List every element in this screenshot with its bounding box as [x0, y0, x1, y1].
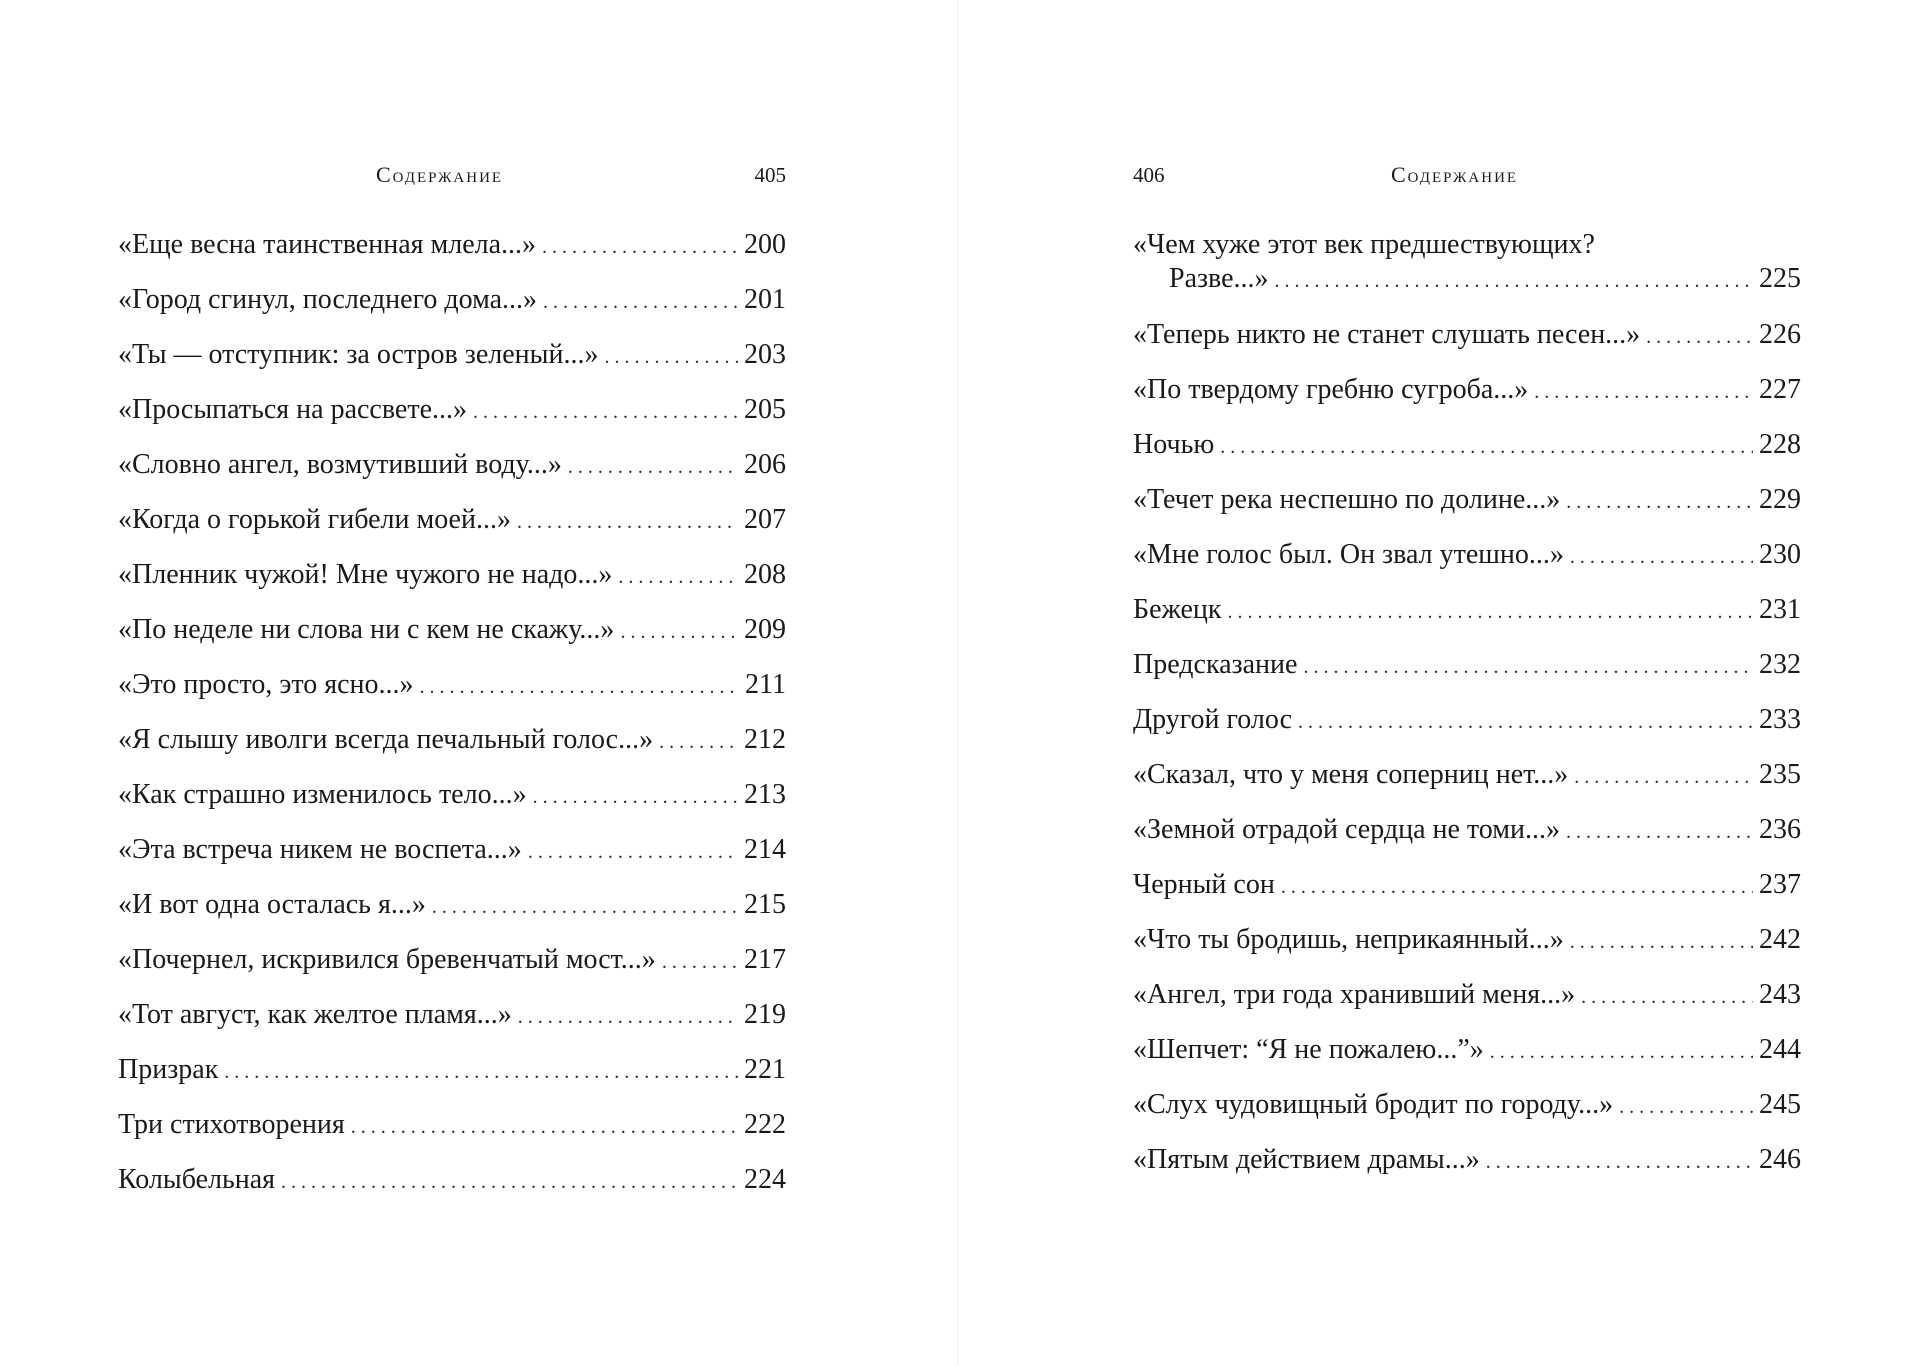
toc-entry-page: 231	[1759, 594, 1801, 625]
toc-entry-page: 243	[1759, 979, 1801, 1010]
toc-leader-dots	[1486, 1145, 1753, 1179]
toc-entry-title: «Что ты бродишь, неприкаянный...»	[1133, 924, 1564, 955]
toc-leader-dots	[662, 945, 738, 979]
toc-entry-page: 206	[744, 449, 786, 480]
toc-entry-title: «По твердому гребню сугроба...»	[1133, 374, 1529, 405]
toc-leader-dots	[351, 1110, 738, 1144]
toc-entry-title: «Я слышу иволги всегда печальный голос...»	[118, 724, 654, 755]
toc-entry-title: Призрак	[118, 1054, 219, 1085]
toc-leader-dots	[1566, 485, 1753, 519]
toc-leader-dots	[1281, 870, 1753, 904]
toc-leader-dots	[1275, 264, 1753, 298]
toc-entry-title: «Когда о горькой гибели моей...»	[118, 504, 511, 535]
toc-entry[interactable]	[1133, 923, 1801, 978]
toc-entry-title: «Земной отрадой сердца не томи...»	[1133, 814, 1560, 845]
toc-leader-dots	[543, 285, 738, 319]
toc-entry-page: 201	[744, 284, 786, 315]
toc-entry-title: «Словно ангел, возмутивший воду...»	[118, 449, 562, 480]
toc-entry-page: 215	[744, 889, 786, 920]
toc-entry-title: «Тот август, как желтое пламя...»	[118, 999, 512, 1030]
toc-leader-dots	[224, 1055, 738, 1089]
toc-entry-title: «Просыпаться на рассвете...»	[118, 394, 468, 425]
toc-entry-page: 224	[744, 1164, 786, 1195]
toc-leader-dots	[1228, 595, 1754, 629]
toc-entry-page: 229	[1759, 484, 1801, 515]
toc-leader-dots	[620, 615, 738, 649]
toc-entry-title: «Почернел, искривился бревенчатый мост...»	[118, 944, 656, 975]
toc-entry[interactable]	[1133, 538, 1801, 593]
toc-entry-page: 212	[744, 724, 786, 755]
toc-entry-title: «Это просто, это ясно...»	[118, 669, 414, 700]
toc-entry[interactable]	[118, 778, 786, 833]
toc-entry-page: 233	[1759, 704, 1801, 735]
toc-entry-title: Бежецк	[1133, 594, 1222, 625]
toc-leader-dots	[432, 890, 738, 924]
toc-entry-page: 207	[744, 504, 786, 535]
toc-leader-dots	[420, 670, 740, 704]
toc-leader-dots	[1619, 1090, 1753, 1124]
toc-entry[interactable]	[118, 943, 786, 998]
toc-entry-page: 232	[1759, 649, 1801, 680]
left-page	[118, 0, 786, 1366]
left-page-number: 405	[754, 163, 786, 187]
toc-entry-title: «Пятым действием драмы...»	[1133, 1144, 1480, 1175]
toc-leader-dots	[1566, 815, 1753, 849]
toc-entry[interactable]	[1133, 813, 1801, 868]
toc-leader-dots	[1570, 925, 1753, 959]
toc-entry[interactable]	[118, 448, 786, 503]
toc-entry-page: 237	[1759, 869, 1801, 900]
toc-entry[interactable]	[1133, 318, 1801, 373]
toc-entry[interactable]	[118, 503, 786, 558]
toc-entry-title: «Слух чудовищный бродит по городу...»	[1133, 1089, 1614, 1120]
toc-entry-title: Предсказание	[1133, 649, 1298, 680]
toc-leader-dots	[542, 230, 738, 264]
toc-entry-page: 227	[1759, 374, 1801, 405]
right-page-number: 406	[1133, 163, 1165, 187]
left-running-title: Содержание	[376, 162, 504, 187]
toc-entry-page: 230	[1759, 539, 1801, 570]
toc-entry-title: Колыбельная	[118, 1164, 276, 1195]
toc-entry[interactable]	[1133, 703, 1801, 758]
toc-entry-page: 203	[744, 339, 786, 370]
toc-entry-page: 228	[1759, 429, 1801, 460]
toc-entry[interactable]	[118, 1108, 786, 1163]
toc-entry-title: «Теперь никто не станет слушать песен...»	[1133, 319, 1641, 350]
toc-leader-dots	[1574, 760, 1753, 794]
toc-entry[interactable]	[118, 613, 786, 668]
toc-entry[interactable]	[118, 283, 786, 338]
toc-leader-dots	[528, 835, 738, 869]
toc-entry-title: «Ты — отступник: за остров зеленый...»	[118, 339, 599, 370]
toc-entry[interactable]	[1133, 868, 1801, 923]
toc-leader-dots	[1570, 540, 1753, 574]
toc-entry[interactable]	[118, 1163, 786, 1218]
toc-entry-page: 235	[1759, 759, 1801, 790]
toc-entry-page: 242	[1759, 924, 1801, 955]
toc-entry-page: 211	[745, 669, 786, 700]
toc-entry-title: «Как страшно изменилось тело...»	[118, 779, 527, 810]
toc-leader-dots	[618, 560, 738, 594]
toc-entry-title: Черный сон	[1133, 869, 1275, 900]
toc-entry-page: 221	[744, 1054, 786, 1085]
toc-entry-title: «Эта встреча никем не воспета...»	[118, 834, 522, 865]
toc-entry[interactable]	[118, 888, 786, 943]
toc-entry[interactable]	[118, 668, 786, 723]
toc-entry-title: «Город сгинул, последнего дома...»	[118, 284, 538, 315]
toc-leader-dots	[1646, 320, 1753, 354]
toc-entry[interactable]	[118, 723, 786, 778]
right-page	[1133, 0, 1801, 1366]
toc-entry-page: 222	[744, 1109, 786, 1140]
toc-leader-dots	[517, 505, 738, 539]
toc-entry-page: 244	[1759, 1034, 1801, 1065]
right-toc-list	[1133, 228, 1801, 1198]
book-gutter	[957, 0, 959, 1366]
toc-entry-title: Ночью	[1133, 429, 1215, 460]
toc-entry-page: 246	[1759, 1144, 1801, 1175]
left-toc-list	[118, 228, 786, 1218]
toc-leader-dots	[1534, 375, 1753, 409]
toc-entry-page: 214	[744, 834, 786, 865]
toc-entry[interactable]	[1133, 978, 1801, 1033]
toc-entry-page: 200	[744, 229, 786, 260]
toc-leader-dots	[533, 780, 738, 814]
toc-entry-title: «Еще весна таинственная млела...»	[118, 229, 537, 260]
toc-entry-title: «Чем хуже этот век предшествующих?	[1133, 229, 1595, 260]
toc-entry-title: «И вот одна осталась я...»	[118, 889, 426, 920]
toc-entry-page: 213	[744, 779, 786, 810]
toc-entry[interactable]	[1133, 483, 1801, 538]
toc-entry[interactable]	[1133, 373, 1801, 428]
toc-entry-continuation	[1133, 262, 1801, 298]
right-running-title: Содержание	[1391, 162, 1519, 187]
toc-entry-title: «Шепчет: “Я не пожалею...”»	[1133, 1034, 1484, 1065]
toc-leader-dots	[604, 340, 738, 374]
toc-entry[interactable]	[118, 1053, 786, 1108]
toc-entry[interactable]	[118, 998, 786, 1053]
toc-entry[interactable]	[118, 833, 786, 888]
toc-entry-title: Другой голос	[1133, 704, 1293, 735]
toc-leader-dots	[1220, 430, 1753, 464]
toc-entry-page: 226	[1759, 319, 1801, 350]
toc-entry-title: «По неделе ни слова ни с кем не скажу...»	[118, 614, 615, 645]
toc-entry[interactable]	[118, 338, 786, 393]
toc-entry[interactable]	[1133, 758, 1801, 813]
toc-entry-title: Три стихотворения	[118, 1109, 345, 1140]
toc-entry-page: 245	[1759, 1089, 1801, 1120]
toc-leader-dots	[518, 1000, 738, 1034]
toc-entry-title: «Ангел, три года хранивший меня...»	[1133, 979, 1576, 1010]
toc-entry-page: 208	[744, 559, 786, 590]
toc-entry-page: 236	[1759, 814, 1801, 845]
toc-entry[interactable]	[1133, 593, 1801, 648]
toc-leader-dots	[1490, 1035, 1753, 1069]
toc-entry-title-continued: Разве...»	[1169, 263, 1269, 294]
toc-leader-dots	[568, 450, 738, 484]
right-running-head	[1133, 160, 1801, 190]
toc-entry-title: «Пленник чужой! Мне чужого не надо...»	[118, 559, 613, 590]
toc-leader-dots	[281, 1165, 738, 1199]
toc-entry[interactable]	[1133, 1033, 1801, 1088]
toc-leader-dots	[473, 395, 738, 429]
toc-entry[interactable]	[118, 393, 786, 448]
toc-entry-page: 219	[744, 999, 786, 1030]
toc-entry-page: 209	[744, 614, 786, 645]
toc-entry-page: 205	[744, 394, 786, 425]
toc-leader-dots	[1581, 980, 1753, 1014]
toc-leader-dots	[1303, 650, 1753, 684]
toc-entry[interactable]	[1133, 428, 1801, 483]
toc-leader-dots	[1298, 705, 1753, 739]
toc-entry[interactable]	[1133, 648, 1801, 703]
toc-entry[interactable]	[1133, 1088, 1801, 1143]
toc-entry-title: «Течет река неспешно по долине...»	[1133, 484, 1561, 515]
toc-entry[interactable]	[118, 558, 786, 613]
left-running-head	[118, 160, 786, 190]
toc-entry-title: «Сказал, что у меня соперниц нет...»	[1133, 759, 1569, 790]
toc-leader-dots	[659, 725, 738, 759]
toc-entry-title: «Мне голос был. Он звал утешно...»	[1133, 539, 1564, 570]
toc-entry[interactable]	[1133, 1143, 1801, 1198]
toc-entry-page: 225	[1759, 263, 1801, 294]
toc-entry[interactable]	[1133, 228, 1801, 318]
toc-entry-page: 217	[744, 944, 786, 975]
toc-entry[interactable]	[118, 228, 786, 283]
